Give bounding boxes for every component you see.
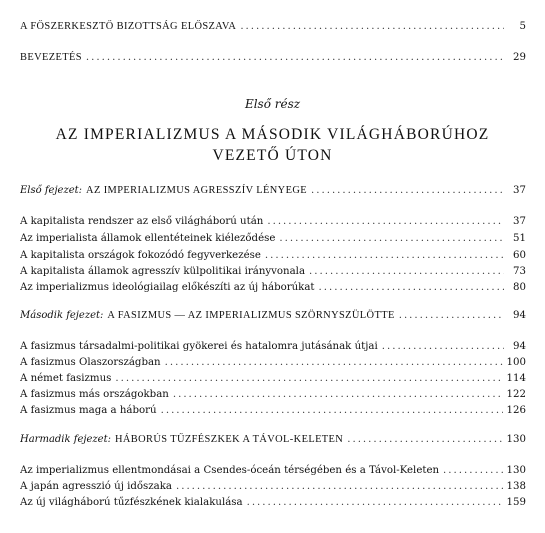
chapter-lead: Első fejezet:	[20, 185, 83, 196]
leader-dots	[247, 496, 503, 509]
toc-entry-label: A FŐSZERKESZTŐ BIZOTTSÁG ELŐSZAVA	[20, 21, 237, 32]
toc-item-label: Az imperialista államok ellentéteinek kiéleződése	[20, 233, 276, 244]
leader-dots	[309, 265, 504, 278]
toc-item-label: A fasizmus más országokban	[20, 389, 169, 400]
toc-item[interactable]	[20, 404, 526, 417]
leader-dots	[265, 249, 504, 262]
toc-item[interactable]	[20, 388, 526, 401]
chapter-lead: Harmadik fejezet:	[20, 434, 111, 445]
chapter-title: A FASIZMUS — AZ IMPERIALIZMUS SZÖRNYSZÜLÖTTE	[107, 310, 395, 321]
leader-dots	[279, 232, 504, 245]
toc-item-page: 37	[513, 216, 526, 227]
leader-dots	[176, 480, 503, 493]
toc-item[interactable]	[20, 356, 526, 369]
toc-item-label: A fasizmus Olaszországban	[20, 357, 161, 368]
leader-dots	[382, 340, 504, 353]
toc-item-page: 94	[513, 341, 526, 352]
toc-item-label: A kapitalista államok agresszív külpolitikai irányvonala	[20, 266, 306, 277]
toc-item[interactable]	[20, 265, 526, 278]
toc-item-page: 138	[506, 481, 526, 492]
leader-dots	[240, 20, 504, 33]
toc-item[interactable]	[20, 340, 526, 353]
toc-item-label: A német fasizmus	[20, 373, 112, 384]
toc-chapter-2[interactable]	[20, 309, 526, 322]
leader-dots	[311, 184, 504, 197]
toc-item[interactable]	[20, 464, 526, 477]
toc-item[interactable]	[20, 249, 526, 262]
toc-item-label: A kapitalista országok fokozódó fegyverkezése	[20, 250, 261, 261]
toc-item-page: 51	[513, 233, 526, 244]
toc-item-label: Az imperializmus ellentmondásai a Csendes-óceán térségében és a Távol-Keleten	[20, 465, 440, 476]
toc-entry-page: 5	[519, 21, 526, 32]
leader-dots	[173, 388, 503, 401]
chapter-lead: Második fejezet:	[20, 310, 104, 321]
toc-item-page: 60	[513, 250, 526, 261]
toc-item[interactable]	[20, 232, 526, 245]
toc-item-label: A fasizmus társadalmi-politikai gyökerei és hatalomra jutásának útjai	[20, 341, 378, 352]
toc-item-label: A kapitalista rendszer az első világháború után	[20, 216, 264, 227]
toc-item[interactable]	[20, 372, 526, 385]
leader-dots	[347, 433, 502, 446]
toc-item[interactable]	[20, 281, 526, 294]
toc-entry-page: 29	[513, 52, 526, 63]
leader-dots	[319, 281, 504, 294]
toc-item-label: Az új világháború tűzfészkének kialakulása	[20, 497, 243, 508]
part-label: Első rész	[244, 97, 301, 111]
leader-dots	[443, 464, 503, 477]
chapter-page: 94	[513, 310, 526, 321]
chapter-title: AZ IMPERIALIZMUS AGRESSZÍV LÉNYEGE	[86, 185, 307, 196]
part-title-line-1: AZ IMPERIALIZMUS A MÁSODIK VILÁGHÁBORÚHOZ	[55, 126, 490, 143]
chapter-title: HÁBORÚS TŰZFÉSZKEK A TÁVOL-KELETEN	[114, 434, 344, 445]
toc-entry-introduction[interactable]	[20, 51, 526, 64]
leader-dots	[115, 372, 502, 385]
toc-item-label: Az imperializmus ideológiailag előkészíti az új háborúkat	[20, 282, 315, 293]
toc-entry-foreword[interactable]	[20, 20, 526, 33]
toc-item-label: A fasizmus maga a háború	[20, 405, 157, 416]
toc-item[interactable]	[20, 496, 526, 509]
toc-item-page: 100	[506, 357, 526, 368]
toc-item-label: A japán agresszió új időszaka	[20, 481, 172, 492]
part-title-line-2: VEZETŐ ÚTON	[212, 147, 333, 164]
toc-chapter-1[interactable]	[20, 184, 526, 197]
toc-item[interactable]	[20, 480, 526, 493]
chapter-page: 130	[506, 434, 526, 445]
leader-dots	[165, 356, 503, 369]
chapter-page: 37	[513, 185, 526, 196]
toc-item-page: 80	[513, 282, 526, 293]
leader-dots	[399, 309, 504, 322]
toc-item-page: 73	[513, 266, 526, 277]
toc-item-page: 159	[506, 497, 526, 508]
toc-item-page: 114	[506, 373, 526, 384]
toc-entry-label: BEVEZETÉS	[20, 52, 82, 63]
toc-item-page: 130	[506, 465, 526, 476]
leader-dots	[86, 51, 504, 64]
toc-chapter-3[interactable]	[20, 433, 526, 446]
toc-item-page: 126	[506, 405, 526, 416]
toc-item-page: 122	[506, 389, 526, 400]
leader-dots	[161, 404, 503, 417]
toc-item[interactable]	[20, 215, 526, 228]
leader-dots	[267, 215, 504, 228]
